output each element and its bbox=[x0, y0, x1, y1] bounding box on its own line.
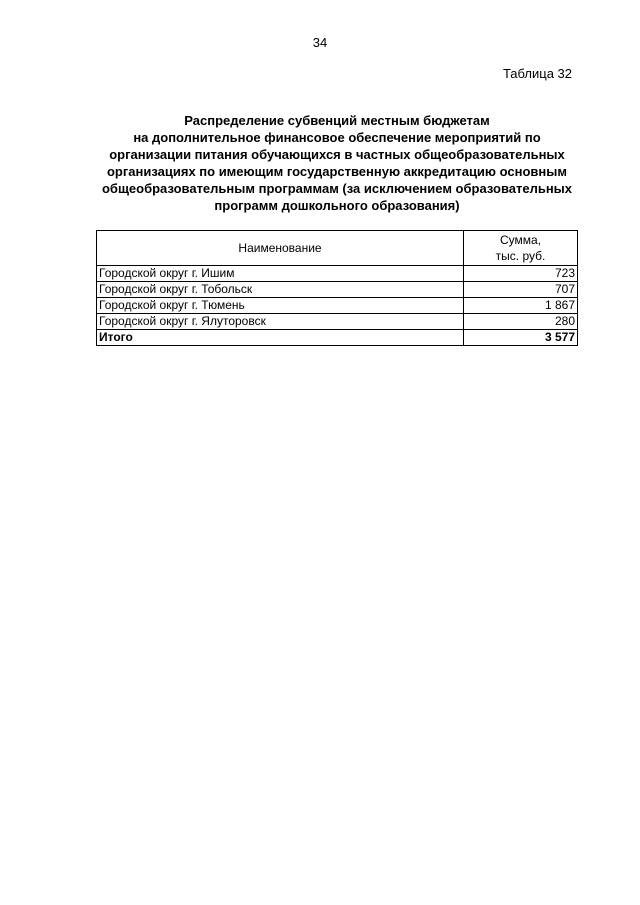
table-row bbox=[97, 298, 578, 314]
row-name: Городской округ г. Тюмень bbox=[97, 298, 464, 314]
row-value: 707 bbox=[464, 282, 578, 298]
header-sum-line2: тыс. руб. bbox=[495, 249, 546, 263]
title-line: на дополнительное финансовое обеспечение мероприятий по bbox=[133, 130, 541, 145]
table-row bbox=[97, 282, 578, 298]
table-row bbox=[97, 266, 578, 282]
total-label: Итого bbox=[97, 330, 464, 346]
title-line: организациях по имеющим государственную аккредитацию основным bbox=[106, 164, 567, 179]
table-header-row bbox=[97, 231, 578, 266]
row-name: Городской округ г. Тобольск bbox=[97, 282, 464, 298]
title-line: общеобразовательным программам (за исключением образовательных bbox=[101, 181, 573, 196]
table-total-row bbox=[97, 330, 578, 346]
total-value: 3 577 bbox=[464, 330, 578, 346]
header-name: Наименование bbox=[97, 231, 464, 266]
header-sum-line1: Сумма, bbox=[499, 233, 542, 247]
subvention-table bbox=[96, 230, 578, 346]
title-line: Распределение субвенций местным бюджетам bbox=[184, 113, 490, 128]
row-value: 723 bbox=[464, 266, 578, 282]
table-row bbox=[97, 314, 578, 330]
row-value: 280 bbox=[464, 314, 578, 330]
title-line: организации питания обучающихся в частных общеобразовательных bbox=[109, 147, 565, 162]
row-name: Городской округ г. Ялуторовск bbox=[97, 314, 464, 330]
row-value: 1 867 bbox=[464, 298, 578, 314]
page-number: 34 bbox=[312, 35, 328, 50]
document-title bbox=[96, 112, 578, 214]
title-line: программ дошкольного образования) bbox=[214, 198, 460, 213]
table-label: Таблица 32 bbox=[502, 66, 572, 81]
row-name: Городской округ г. Ишим bbox=[97, 266, 464, 282]
header-sum bbox=[464, 231, 578, 266]
